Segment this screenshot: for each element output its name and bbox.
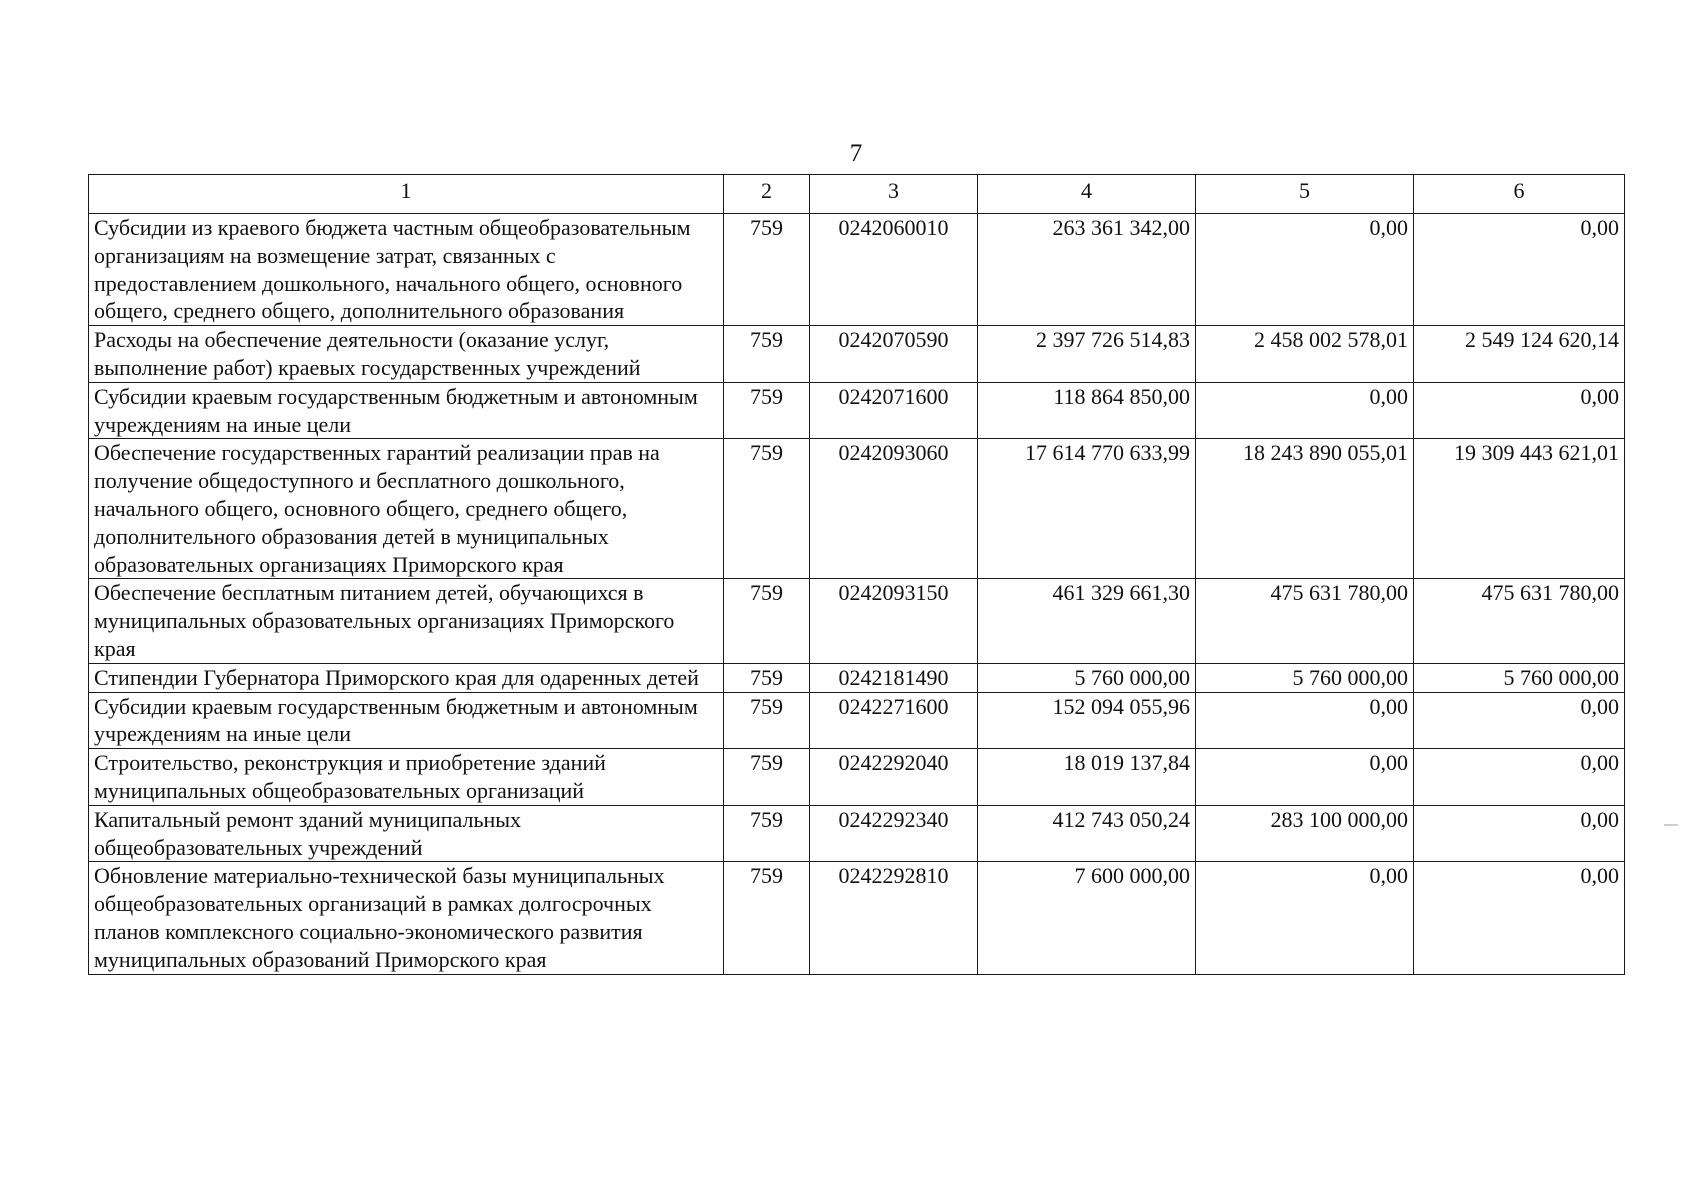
row-name: Субсидии краевым государственным бюджетным и автономным учреждениям на иные цели — [89, 382, 724, 439]
row-col3: 0242060010 — [810, 214, 978, 326]
row-col2: 759 — [724, 214, 810, 326]
row-col5: 5 760 000,00 — [1196, 663, 1414, 692]
row-col5: 283 100 000,00 — [1196, 805, 1414, 862]
row-col2: 759 — [724, 692, 810, 749]
table-row — [89, 692, 1625, 749]
table-row — [89, 326, 1625, 383]
row-col5: 0,00 — [1196, 214, 1414, 326]
header-col-3: 3 — [810, 175, 978, 214]
header-col-4: 4 — [978, 175, 1196, 214]
row-col6: 0,00 — [1414, 214, 1625, 326]
row-col3: 0242070590 — [810, 326, 978, 383]
row-col4: 5 760 000,00 — [978, 663, 1196, 692]
row-name: Субсидии из краевого бюджета частным общеобразовательным организациям на возмещение затрат, связанных с предоставлением дошкольного, начального общего, основного общего, среднего общего, дополнительного образования — [89, 214, 724, 326]
row-col3: 0242071600 — [810, 382, 978, 439]
row-name: Обновление материально-технической базы муниципальных общеобразовательных организаций в рамках долгосрочных планов комплексного социально-экономического развития муниципальных образований Приморского края — [89, 862, 724, 974]
row-col5: 0,00 — [1196, 692, 1414, 749]
row-col4: 118 864 850,00 — [978, 382, 1196, 439]
row-col5: 0,00 — [1196, 749, 1414, 806]
table-header — [89, 175, 1625, 214]
row-col6: 0,00 — [1414, 692, 1625, 749]
header-col-2: 2 — [724, 175, 810, 214]
row-name: Стипендии Губернатора Приморского края для одаренных детей — [89, 663, 724, 692]
row-col5: 2 458 002 578,01 — [1196, 326, 1414, 383]
row-col6: 2 549 124 620,14 — [1414, 326, 1625, 383]
row-col5: 0,00 — [1196, 382, 1414, 439]
row-col2: 759 — [724, 382, 810, 439]
table-row — [89, 214, 1625, 326]
row-col3: 0242181490 — [810, 663, 978, 692]
table-row — [89, 439, 1625, 579]
row-col6: 0,00 — [1414, 805, 1625, 862]
row-col3: 0242292810 — [810, 862, 978, 974]
row-col5: 475 631 780,00 — [1196, 579, 1414, 663]
row-col6: 5 760 000,00 — [1414, 663, 1625, 692]
row-col3: 0242093150 — [810, 579, 978, 663]
row-col6: 0,00 — [1414, 382, 1625, 439]
table-body — [89, 214, 1625, 975]
row-col4: 263 361 342,00 — [978, 214, 1196, 326]
row-col5: 0,00 — [1196, 862, 1414, 974]
table-row — [89, 579, 1625, 663]
table-row — [89, 749, 1625, 806]
table-row — [89, 663, 1625, 692]
row-col2: 759 — [724, 579, 810, 663]
row-col4: 18 019 137,84 — [978, 749, 1196, 806]
page-number: 7 — [849, 140, 863, 167]
table-row — [89, 805, 1625, 862]
header-col-5: 5 — [1196, 175, 1414, 214]
row-name: Капитальный ремонт зданий муниципальных общеобразовательных учреждений — [89, 805, 724, 862]
row-col2: 759 — [724, 862, 810, 974]
row-col4: 461 329 661,30 — [978, 579, 1196, 663]
table-row — [89, 862, 1625, 974]
header-col-6: 6 — [1414, 175, 1625, 214]
row-col4: 17 614 770 633,99 — [978, 439, 1196, 579]
row-col6: 0,00 — [1414, 862, 1625, 974]
row-col3: 0242271600 — [810, 692, 978, 749]
row-col2: 759 — [724, 663, 810, 692]
row-name: Обеспечение бесплатным питанием детей, обучающихся в муниципальных образовательных организациях Приморского края — [89, 579, 724, 663]
table-row — [89, 382, 1625, 439]
row-col4: 2 397 726 514,83 — [978, 326, 1196, 383]
row-col3: 0242292040 — [810, 749, 978, 806]
header-row — [89, 175, 1625, 214]
row-col3: 0242093060 — [810, 439, 978, 579]
row-col3: 0242292340 — [810, 805, 978, 862]
scan-mark — [1664, 824, 1678, 826]
row-col4: 412 743 050,24 — [978, 805, 1196, 862]
row-name: Обеспечение государственных гарантий реализации прав на получение общедоступного и бесплатного дошкольного, начального общего, основного общего, среднего общего, дополнительного образования детей в муниципальных образовательных организациях Приморского края — [89, 439, 724, 579]
row-col6: 0,00 — [1414, 749, 1625, 806]
header-col-1: 1 — [89, 175, 724, 214]
row-col4: 152 094 055,96 — [978, 692, 1196, 749]
row-col2: 759 — [724, 326, 810, 383]
row-col5: 18 243 890 055,01 — [1196, 439, 1414, 579]
budget-table — [88, 174, 1625, 975]
row-col2: 759 — [724, 749, 810, 806]
row-col2: 759 — [724, 439, 810, 579]
row-col6: 19 309 443 621,01 — [1414, 439, 1625, 579]
row-col4: 7 600 000,00 — [978, 862, 1196, 974]
row-name: Субсидии краевым государственным бюджетным и автономным учреждениям на иные цели — [89, 692, 724, 749]
row-name: Строительство, реконструкция и приобретение зданий муниципальных общеобразовательных организаций — [89, 749, 724, 806]
row-col6: 475 631 780,00 — [1414, 579, 1625, 663]
row-col2: 759 — [724, 805, 810, 862]
row-name: Расходы на обеспечение деятельности (оказание услуг, выполнение работ) краевых государственных учреждений — [89, 326, 724, 383]
